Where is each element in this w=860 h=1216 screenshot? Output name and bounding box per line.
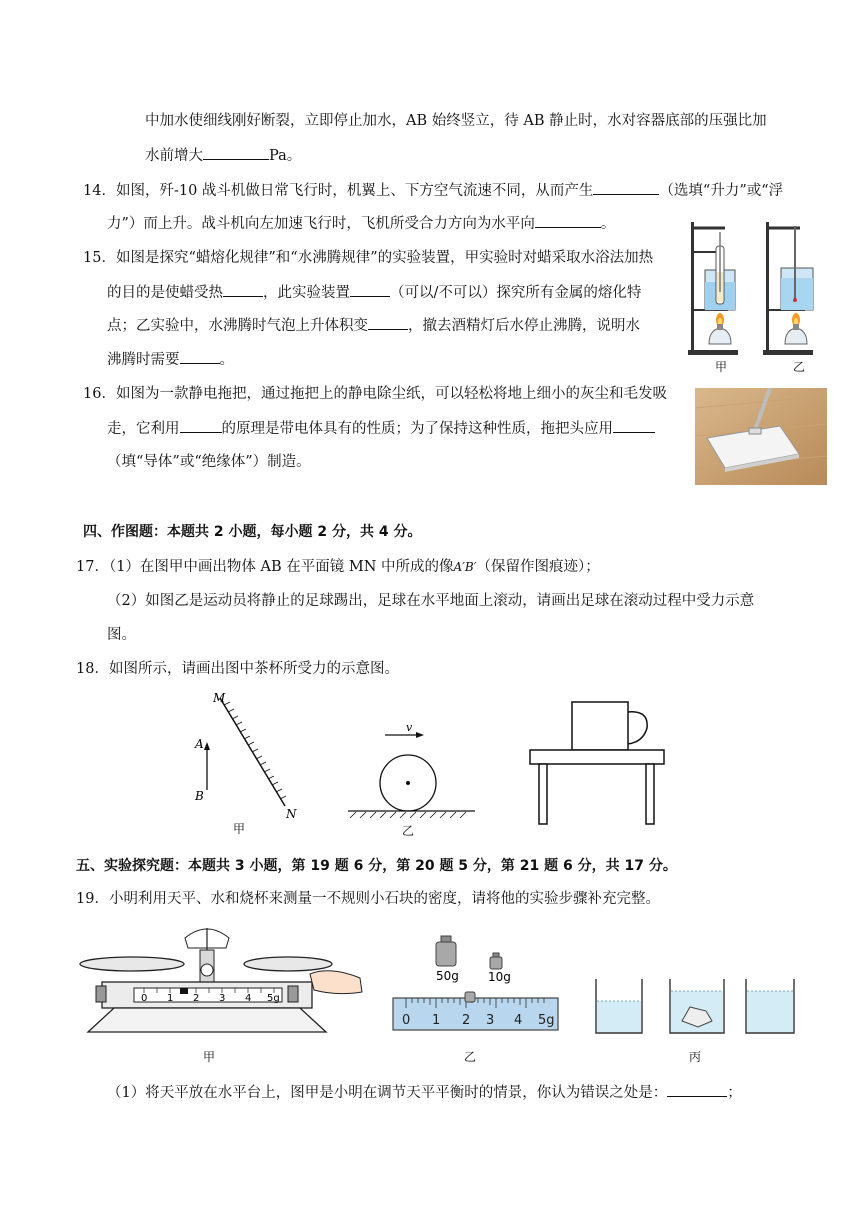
q16-text: 如图为一款静电拖把，通过拖把上的静电除尘纸，可以轻松将地上细小的灰尘和毛发吸 [115, 386, 667, 402]
q16-text: 的原理是带电体具有的性质；为了保持这种性质，拖把头应用 [221, 421, 613, 437]
question-number: 18． [76, 661, 109, 677]
rider-weight[interactable] [180, 988, 188, 994]
scale-label: 3 [219, 993, 226, 1004]
weight-10g [490, 957, 502, 969]
q19-step1 [107, 1082, 742, 1103]
table-top [530, 750, 664, 764]
balance-figure-jia [74, 920, 366, 1036]
question-number: 15． [83, 250, 116, 266]
rider-weight[interactable] [465, 992, 475, 1002]
teacup [572, 702, 628, 750]
q15-text: ，撤去酒精灯后水停止沸腾，说明水 [408, 318, 640, 334]
q17-line1 [76, 557, 600, 577]
scale-label: 5g [538, 1013, 555, 1028]
table-leg-right [646, 764, 654, 824]
mirror-figure-jia [190, 688, 300, 838]
balance-nut-left[interactable] [96, 986, 106, 1002]
answer-blank[interactable] [180, 349, 220, 364]
electrostatic-mop-photo [695, 388, 827, 485]
q16-line3: （填“导体”或“绝缘体”）制造。 [107, 454, 311, 470]
q15-text: 如图是探究“蜡熔化规律”和“水沸腾规律”的实验装置，甲实验时对蜡采取水浴法加热 [115, 250, 654, 266]
balance-nut-right[interactable] [288, 986, 298, 1002]
label-n: N [286, 807, 297, 821]
answer-blank[interactable] [350, 282, 390, 297]
q13-line1: 中加水使细线刚好断裂，立即停止加水，AB 始终竖立，待 AB 静止时，水对容器底部的压强比加 [145, 113, 767, 129]
q15-line1 [83, 248, 653, 268]
q19-line1 [76, 889, 660, 909]
hand [310, 971, 362, 994]
answer-blank[interactable] [667, 1082, 727, 1097]
figure-caption-bing: 丙 [689, 1050, 702, 1064]
q14-line2 [107, 213, 615, 234]
weight-50g [436, 942, 456, 966]
answer-blank[interactable] [180, 418, 222, 433]
figure-caption-jia: 甲 [203, 1050, 216, 1064]
weight-50g-label: 50g [436, 969, 459, 983]
q16-line1 [83, 384, 667, 404]
q17-line2: （2）如图乙是运动员将静止的足球踢出，足球在水平地面上滚动，请画出足球在滚动过程中受力示意 [107, 593, 755, 609]
arrow-head [204, 742, 210, 750]
scale-label: 4 [245, 993, 252, 1004]
q16-line2 [107, 418, 655, 439]
heating-apparatus-figure [683, 212, 833, 374]
label-v: v [406, 725, 413, 734]
question-number: 16． [83, 386, 116, 402]
answer-blank[interactable] [203, 145, 269, 160]
q18-line1 [76, 659, 399, 679]
q15-line2 [107, 282, 641, 303]
q15-text: 点；乙实验中，水沸腾时气泡上升体积变 [107, 318, 368, 334]
question-number: 19． [76, 891, 109, 907]
balance-base [88, 1008, 326, 1032]
q15-line3 [107, 315, 640, 336]
teacup-handle [628, 712, 647, 744]
arrow-head [416, 732, 424, 738]
q14-line1 [83, 180, 783, 201]
q17-text: （1）在图甲中画出物体 AB 在平面镜 MN 中所成的像 [108, 559, 454, 575]
q18-text: 如图所示，请画出图中茶杯所受力的示意图。 [108, 661, 399, 677]
label-b: B [195, 789, 204, 803]
beaker-3 [746, 979, 794, 1033]
figure-caption-yi: 乙 [402, 824, 415, 838]
q17-text: （保留作图痕迹）； [476, 559, 600, 575]
scale-label: 2 [462, 1013, 471, 1028]
question-number: 17． [76, 559, 109, 575]
beaker-1 [596, 979, 642, 1033]
scale-label: 3 [486, 1013, 495, 1028]
mirror-hatching [224, 702, 286, 799]
q14-text-b: （选填“升力”或“浮 [659, 183, 784, 199]
section-5-title: 五、实验探究题：本题共 3 小题，第 19 题 6 分，第 20 题 5 分，第 21 题 6 分，共 17 分。 [76, 858, 677, 874]
answer-blank[interactable] [223, 282, 263, 297]
q16-text: 走，它利用 [107, 421, 180, 437]
ground-hatching [350, 812, 466, 818]
center-point [406, 781, 410, 785]
scale-label: 0 [402, 1013, 411, 1028]
q19-text: （1）将天平放在水平台上，图甲是小明在调节天平平衡时的情景，你认为错误之处是： [107, 1085, 668, 1101]
weights-figure-yi [390, 928, 562, 1036]
section-4-title: 四、作图题：本题共 2 小题，每小题 2 分，共 4 分。 [83, 524, 422, 540]
apparatus-yi [763, 222, 813, 355]
scale-label: 2 [193, 993, 200, 1004]
left-pan [80, 957, 184, 971]
scale-label: 1 [432, 1013, 441, 1028]
figure-caption-jia: 甲 [233, 822, 246, 836]
weight-50g-knob [441, 936, 451, 942]
right-pan [244, 957, 332, 971]
q17-line3: 图。 [107, 627, 136, 643]
q13-line2 [145, 145, 301, 166]
label-a: A [195, 737, 204, 751]
answer-blank[interactable] [593, 180, 659, 195]
apparatus-jia [688, 222, 738, 355]
q19-text: ； [727, 1085, 742, 1101]
q17-image-label: A′B′ [453, 560, 477, 574]
question-number: 14． [83, 183, 116, 199]
q14-text-a: 如图，歼-10 战斗机做日常飞行时，机翼上、下方空气流速不同，从而产生 [115, 183, 594, 199]
weight-10g-knob [493, 953, 499, 957]
q15-text: 的目的是使蜡受热 [107, 285, 223, 301]
football-figure-yi [340, 725, 480, 825]
beam-scale [134, 988, 282, 1002]
beakers-figure-bing [590, 975, 805, 1039]
figure-caption-yi: 乙 [464, 1050, 477, 1064]
q19-text: 小明利用天平、水和烧杯来测量一不规则小石块的密度，请将他的实验步骤补充完整。 [108, 891, 660, 907]
q13-text-a: 水前增大 [145, 148, 203, 164]
weight-10g-label: 10g [488, 970, 511, 984]
q15-text: ，此实验装置 [263, 285, 350, 301]
beaker-2-with-stone [670, 979, 724, 1033]
q14-text-d: 。 [600, 216, 616, 232]
answer-blank[interactable] [613, 418, 655, 433]
scale-label: 1 [167, 993, 174, 1004]
q15-text: （可以/不可以）探究所有金属的熔化特 [390, 285, 642, 301]
scale-label: 0 [141, 993, 148, 1004]
answer-blank[interactable] [368, 315, 408, 330]
scale-label: 4 [514, 1013, 523, 1028]
q15-line4 [107, 349, 234, 370]
teacup-table-figure [525, 698, 670, 828]
q15-text: 。 [219, 352, 234, 368]
answer-blank[interactable] [535, 213, 601, 228]
scale-label: 5g [267, 993, 280, 1004]
label-m: M [213, 691, 226, 705]
table-leg-left [539, 764, 547, 824]
q15-text: 沸腾时需要 [107, 352, 180, 368]
figure-caption-jia: 甲 [715, 360, 728, 374]
q13-text-b: Pa。 [269, 148, 302, 164]
figure-caption-yi: 乙 [793, 360, 806, 374]
q14-text-c: 力”）而上升。战斗机向左加速飞行时，飞机所受合力方向为水平向 [107, 216, 535, 232]
